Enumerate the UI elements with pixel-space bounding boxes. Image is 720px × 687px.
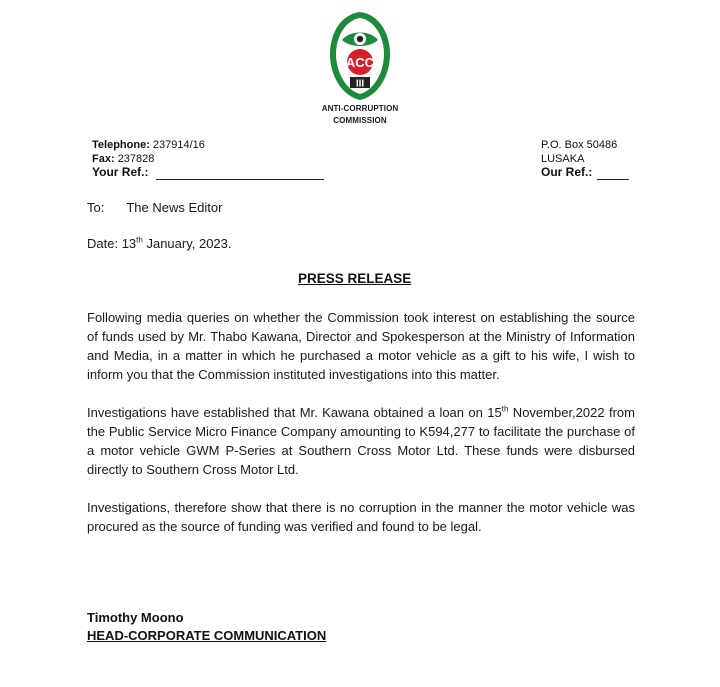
your-ref-rule — [156, 179, 324, 180]
telephone-line — [92, 138, 205, 153]
signatory-name: Timothy Moono — [87, 610, 184, 625]
paragraph-2-part-a: Investigations have established that Mr. Kawana obtained a loan on 15 — [87, 405, 502, 420]
paragraph-1: Following media queries on whether the Commission took interest on establishing the source of funds used by Mr. Thabo Kawana, Director and Spokesperson at the Ministry of Information and Media, in a matter in which he purchased a motor vehicle as a gift to his wife, I wish to inform you that the Commission instituted investigations into this matter. — [87, 310, 635, 382]
city: LUSAKA — [541, 153, 585, 165]
your-ref-label: Your Ref.: — [92, 165, 149, 179]
telephone-label: Telephone: — [92, 139, 150, 151]
our-ref-label: Our Ref.: — [541, 165, 593, 179]
letterhead — [300, 10, 420, 130]
svg-text:III: III — [355, 78, 365, 90]
your-ref-line — [92, 165, 148, 180]
fax-label: Fax: — [92, 153, 115, 165]
document-title: PRESS RELEASE — [298, 271, 412, 286]
acc-emblem-logo — [328, 10, 392, 102]
org-name-line2: COMMISSION — [333, 116, 387, 125]
date-line — [87, 234, 232, 253]
signatory-title: HEAD-CORPORATE COMMUNICATION — [87, 628, 327, 643]
to-value: The News Editor — [126, 200, 223, 215]
date-rest: January, 2023. — [146, 236, 232, 251]
our-ref-rule — [597, 179, 629, 180]
telephone-value: 237914/16 — [152, 139, 205, 151]
svg-text:ACC: ACC — [345, 55, 375, 70]
date-day: 13 — [121, 236, 137, 251]
recipient-line — [87, 198, 222, 217]
org-name-line1: ANTI-CORRUPTION — [321, 104, 399, 113]
paragraph-2 — [87, 403, 635, 479]
fax-value: 237828 — [117, 153, 155, 165]
paragraph-2-sup: th — [501, 404, 509, 414]
paragraph-2-part-b: November,2022 from the Public Service Micro Finance Company amounting to K594,277 to facilitate the purchase of a motor vehicle GWM P-Series at Southern Cross Motor Ltd. These funds were disbursed directly to Southern Cross Motor Ltd. — [87, 405, 635, 477]
date-label: Date: — [87, 236, 119, 251]
paragraph-3: Investigations, therefore show that there is no corruption in the manner the motor vehicle was procured as the source of funding was verified and found to be legal. — [87, 500, 635, 534]
date-suffix: th — [136, 235, 143, 245]
to-label: To: — [87, 200, 105, 215]
our-ref-line — [541, 165, 592, 180]
po-box: P.O. Box 50486 — [541, 139, 618, 151]
